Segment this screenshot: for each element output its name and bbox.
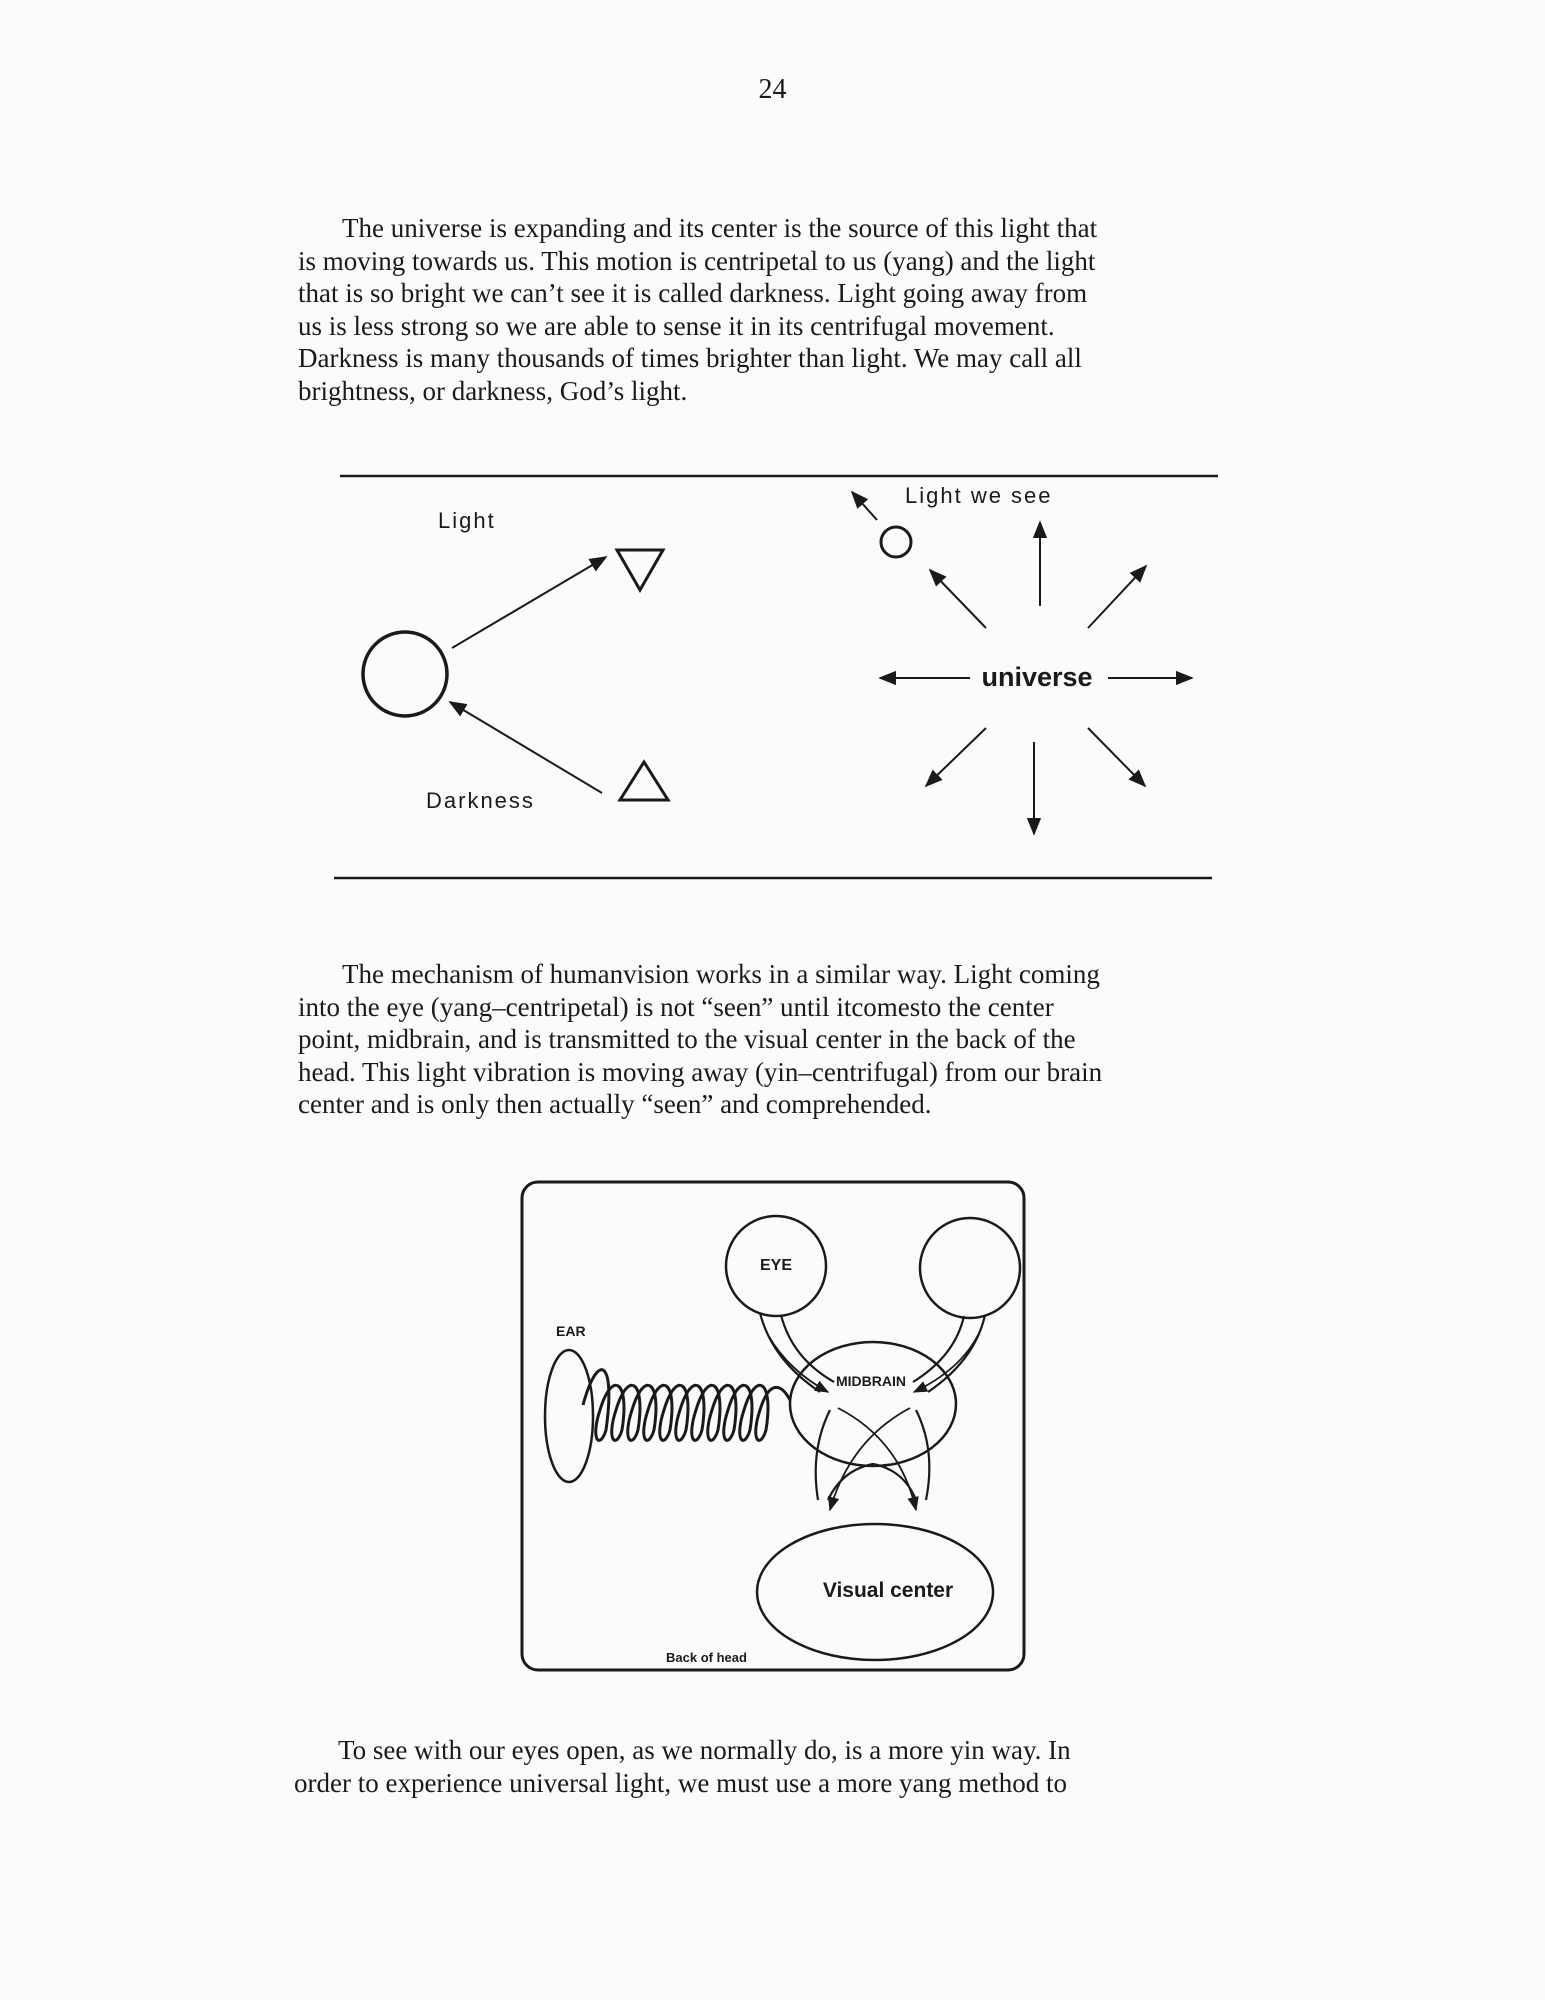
light-we-see-label: Light we see [905, 483, 1053, 508]
light-label: Light [438, 508, 496, 533]
universe-label: universe [981, 662, 1093, 692]
ear-label: EAR [556, 1323, 586, 1339]
eye-label: EYE [759, 1257, 793, 1274]
paragraph-human-vision: The mechanism of humanvision works in a similar way. Light coming into the eye (yang–centripetal) is not “seen” until itcomesto the center point, midbrain, and is transmitted to the visual center in the back of the head. This light vibration is moving away (yin–centrifugal) from our brain center and is only then actually “seen” and comprehended. [298, 959, 1103, 1119]
back-of-head-label: Back of head [666, 1650, 747, 1665]
paragraph-universe-light: The universe is expanding and its center is the source of this light that is moving towards us. This motion is centripetal to us (yang) and the light that is so bright we can’t see it is called darkness. Light going away from us is less strong so we are able to sense it in its centrifugal movement. Darkness is many thousands of times brighter than light. We may call all brightness, or darkness, God’s light. [298, 213, 1098, 406]
ear-ellipse [545, 1350, 593, 1482]
paragraph-yin-yang-method: To see with our eyes open, as we normally do, is a more yin way. In order to experience universal light, we must use a more yang method to [294, 1735, 1071, 1798]
page-number: 24 [758, 74, 787, 105]
signal-arrows [768, 1335, 978, 1510]
midbrain-label: MIDBRAIN [836, 1373, 906, 1389]
midbrain-ellipse [790, 1342, 956, 1466]
ear-coil [583, 1370, 790, 1441]
visual-center-label: Visual center [822, 1579, 954, 1602]
right-eye-circle [920, 1218, 1020, 1318]
darkness-label: Darkness [426, 788, 535, 813]
